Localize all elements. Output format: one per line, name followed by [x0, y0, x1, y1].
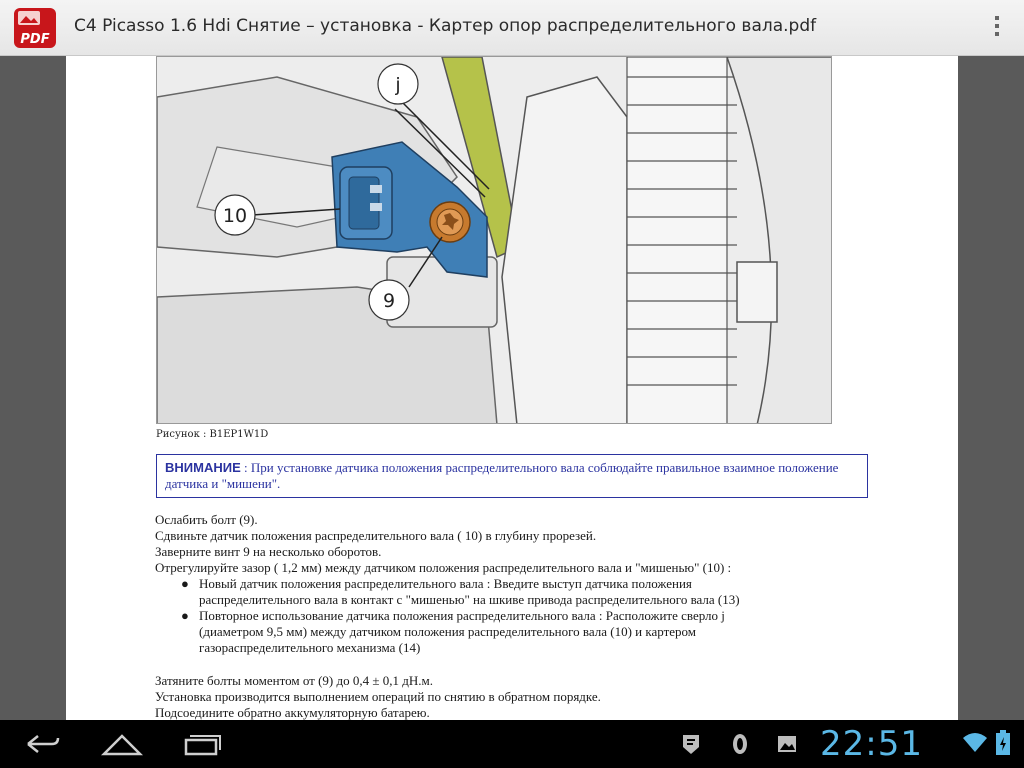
system-nav-bar — [0, 720, 1024, 768]
bullet-line: распределительного вала в контакт с "мишенью" на шкиве привода распределительного вала (13) — [199, 592, 740, 607]
bullet-line: Новый датчик положения распределительного вала : Введите выступ датчика положения — [199, 576, 692, 591]
technical-illustration — [156, 56, 832, 424]
bullet-list — [155, 576, 875, 656]
document-viewer[interactable] — [0, 56, 1024, 720]
list-item — [155, 576, 875, 608]
bullet-icon: ● — [181, 576, 189, 591]
back-button[interactable] — [18, 728, 66, 760]
bullet-line: (диаметром 9,5 мм) между датчиком положения распределительного вала (10) и картером — [199, 624, 697, 639]
pdf-app-icon[interactable] — [12, 6, 58, 50]
home-icon — [98, 728, 146, 760]
callout-9: 9 — [382, 290, 396, 312]
warning-box — [156, 454, 868, 498]
battery-icon — [994, 730, 1012, 760]
instruction-line: Затяните болты моментом от (9) до 0,4 ± 0,1 дН.м. — [155, 673, 433, 688]
callout-j: j — [395, 74, 401, 96]
recent-apps-icon — [178, 728, 226, 760]
instruction-line: Установка производится выполнением операций по снятию в обратном порядке. — [155, 689, 601, 704]
instructions — [155, 512, 875, 720]
list-item — [155, 608, 875, 656]
figure-caption: Рисунок : B1EP1W1D — [156, 429, 269, 440]
warning-label: ВНИМАНИЕ — [165, 460, 241, 475]
document-title: C4 Picasso 1.6 Hdi Снятие – установка - Картер опор распределительного вала.pdf — [74, 16, 817, 36]
status-clock: 22:51 — [820, 724, 923, 764]
pdf-icon-label: PDF — [20, 32, 50, 47]
bullet-line: газораспределительного механизма (14) — [199, 640, 421, 655]
bullet-line: Повторное использование датчика положения распределительного вала : Расположите сверло j — [199, 608, 725, 623]
callout-10: 10 — [222, 205, 248, 227]
overflow-menu-icon[interactable] — [992, 16, 1002, 40]
notification-image-icon[interactable] — [776, 732, 798, 760]
warning-text: : При установке датчика положения распределительного вала соблюдайте правильное взаимное положение датчика и "мишени". — [165, 460, 839, 491]
notification-app-icon[interactable] — [680, 732, 702, 760]
instruction-line: Заверните винт 9 на несколько оборотов. — [155, 544, 382, 559]
pdf-page — [66, 56, 958, 720]
bullet-icon: ● — [181, 608, 189, 623]
notification-circle-icon[interactable] — [730, 732, 750, 760]
instruction-line: Сдвиньте датчик положения распределительного вала ( 10) в глубину прорезей. — [155, 528, 597, 543]
wifi-icon — [962, 730, 988, 758]
recent-apps-button[interactable] — [178, 728, 226, 760]
action-bar — [0, 0, 1024, 56]
instruction-line: Ослабить болт (9). — [155, 512, 258, 527]
instruction-line: Отрегулируйте зазор ( 1,2 мм) между датчиком положения распределительного вала и "мишенью" (10) : — [155, 560, 732, 575]
back-arrow-icon — [18, 728, 66, 760]
home-button[interactable] — [98, 728, 146, 760]
instruction-line: Подсоедините обратно аккумуляторную батарею. — [155, 705, 430, 720]
